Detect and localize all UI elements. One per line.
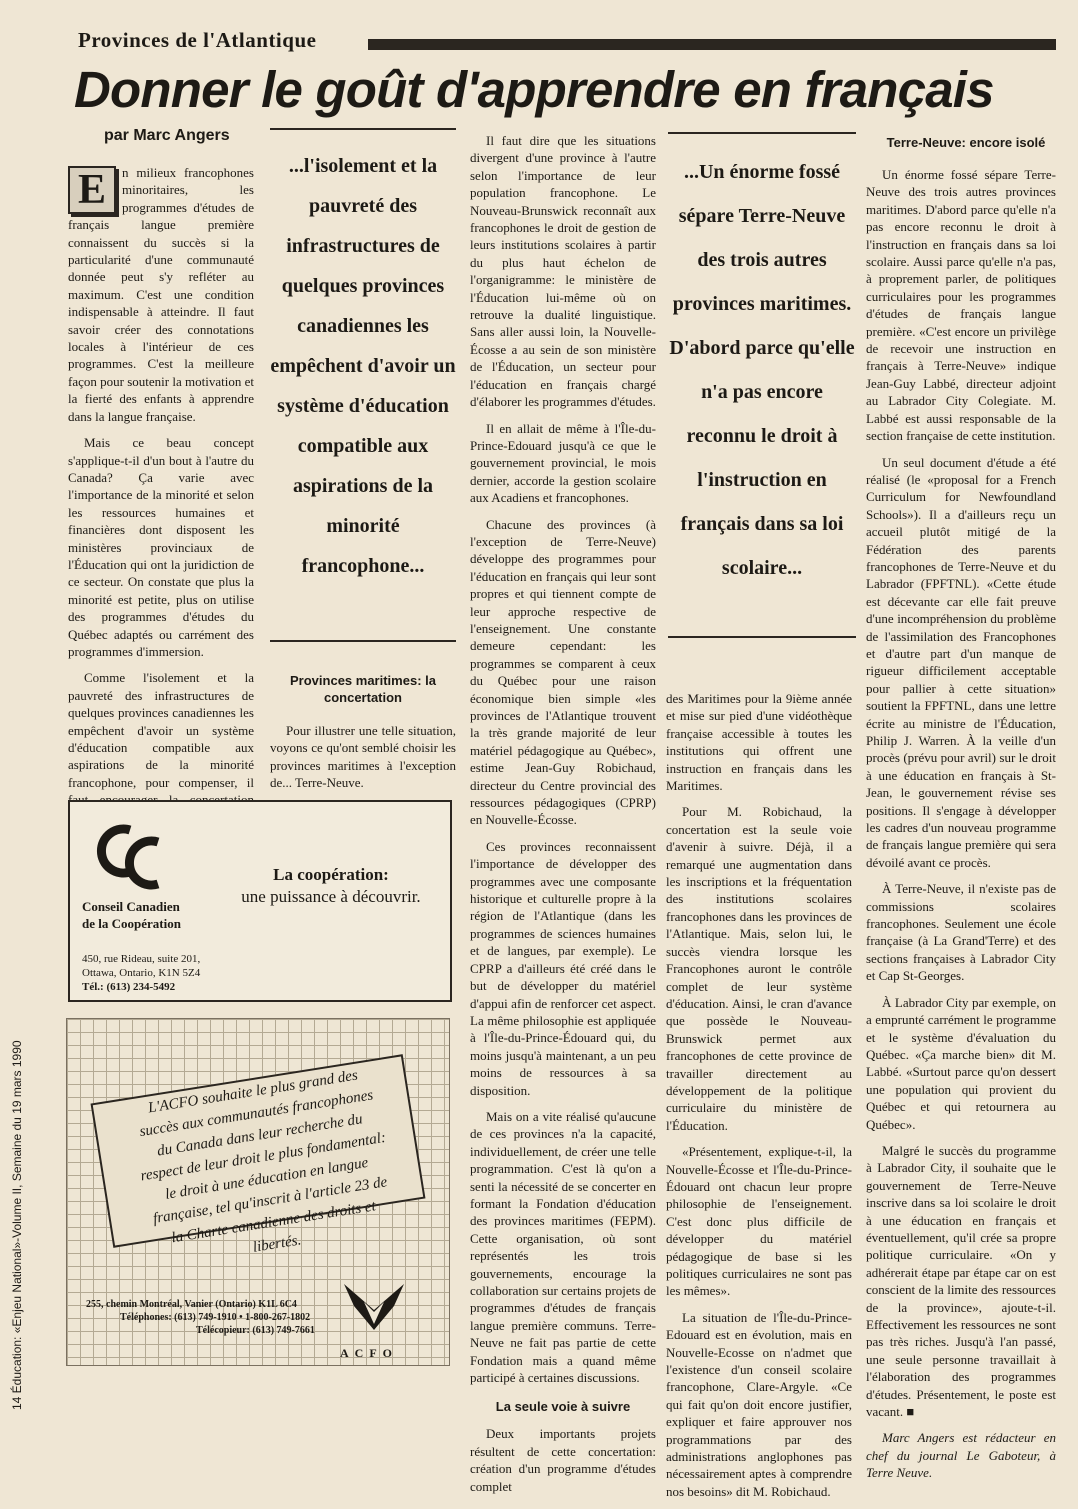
paragraph: n milieux francophones minoritaires, les programmes d'études de français langue première connaissent du succès si la particularité d'une communauté donnée peut s'y refléter au maximum. C'est une condition indispensable à atteindre. Il faut savoir créer des connotations locales à l'intérieur de ces programmes. C'est la meilleure façon pour soutenir la motivation et la fierté des enfants à apprendre dans la langue française. (68, 165, 254, 424)
subhead-maritimes: Provinces maritimes: la concertation (290, 673, 436, 705)
pull-quote: ...l'isolement et la pauvreté des infrastructures de quelques provinces canadiennes les empêchent d'avoir un système d'éducation compatible aux aspirations de la minorité francophone... (270, 155, 456, 577)
cooperation-logo-icon (90, 820, 182, 894)
paragraph: Un seul document d'étude a été réalisé (le «proposal for a French Curriculum for Newfoundland Schools»). Il a d'ailleurs reçu un accueil plutôt mitigé de la Fédération des parents francophones de Terre-Neuve et du Labrador (FPFTNL). «Cette étude est décevante car elle fait preuve d'une incompréhension du problème de l'assimilation des Francophones et d'autre part d'un manque de rigueur difficilement acceptable pour pallier à cette situation» soutient la FPFTNL, dans une lettre écrite au ministre de l'Éducation, Philip J. Warren. À la veille d'un procès (prévu pour avril) sur le droit à une éducation en français à St-Jean, le gouvernement révise ses positions. Il s'engage à développer les cadres d'un nouveau programme de français langue première qui sera dévoilé avant ce procès. (866, 454, 1056, 870)
paragraph: Mais ce beau concept s'applique-t-il d'un bout à l'autre du Canada? Ça varie avec l'importance de la minorité et selon les ressources humaines et financières dont disposent les ministères provinciaux de l'Éducation qui ont la juridiction de ce secteur. On constate que plus la minorité est petite, plus on utilise des programmes d'études du Québec adaptés ou carrément des programmes d'immersion. (68, 435, 254, 659)
author-note: Marc Angers est rédacteur en chef du journal Le Gaboteur, à Terre Neuve. (866, 1430, 1056, 1481)
ad-address: 450, rue Rideau, suite 201, Ottawa, Ontario, K1N 5Z4 Tél.: (613) 234-5492 (82, 953, 201, 993)
drop-cap: E (68, 166, 116, 214)
column-1 (68, 164, 254, 835)
column-rule (668, 636, 856, 638)
paragraph: À Labrador City par exemple, on a emprunté carrément le programme et le système d'évaluation du Québec. «Ça marche bien» dit M. Labbé. «Surtout parce qu'on dessert une population qui provient du Québec et qui retournera au Québec». (866, 994, 1056, 1132)
column-3 (470, 132, 656, 1504)
ad-org-name: Conseil Canadien de la Coopération (82, 899, 181, 931)
column-5 (866, 166, 1056, 1491)
paragraph: Chacune des provinces (à l'exception de Terre-Neuve) développe des programmes pour l'éducation en français qui leur sont propres et qui tiennent compte de leur approche respective de l'enseignement. Une constante demeure cependant: les programmes se comparent à ceux du Québec pour une raison économique bien simple «les provinces de l'Atlantique trouvent la très grande majorité de leur matériel pédagogique au Québec», estime Jean-Guy Robichaud, directeur du Centre provincial des ressources pédagogiques (CPRP) en Nouvelle-Écosse. (470, 516, 656, 828)
acfo-logo-text: ACFO (340, 1346, 398, 1360)
paragraph: des Maritimes pour la 9ième année et mise sur pied d'une vidéothèque française accessible à toutes les institutions qui offrent une instruction en français dans les Maritimes. (666, 691, 852, 794)
column-rule (668, 132, 856, 134)
ad-slogan: La coopération: une puissance à découvrir. (241, 865, 421, 906)
paragraph: Pour M. Robichaud, la concertation est la seule voie d'avenir à suivre. Déjà, il a remarqué une augmentation dans les inscriptions et la fréquentation des institutions scolaires francophones dans les provinces de l'Atlantique. Mais, selon lui, le succès viendra lorsque les Francophones auront le contrôle complet de leur système d'éducation. Ainsi, le cran d'avance que possède le Nouveau-Brunswick permet aux francophones de cette province de travailler directement au développement de la politique curriculaire du ministère de l'Éducation. (666, 804, 852, 1133)
column-2-text (270, 722, 456, 801)
byline: par Marc Angers (104, 127, 230, 144)
paragraph: «Présentement, explique-t-il, la Nouvelle-Écosse et l'Île-du-Prince-Édouard ont chacun leur propre philosophie de l'enseignement. C'est donc plus difficile de développer du matériel pédagogique de base si les politiques curriculaires ne sont pas les mêmes». (666, 1144, 852, 1299)
column-rule (270, 128, 456, 130)
column-4 (666, 690, 852, 1509)
paragraph: Mais on a vite réalisé qu'aucune de ces provinces n'a la capacité, individuellement, de créer une telle programmation. C'est là qu'on a senti la nécessité de se concerter en formant la Fondation d'éducation des provinces maritimes (FEPM). Cette organisation, où sont représentés les trois gouvernements, encourage la collaboration sur certains projets de programmes d'études de français langue première communs. Terre-Neuve ne fait pas partie de cette Fondation mais a quand même participé à certaines discussions. (470, 1108, 656, 1386)
column-rule (270, 640, 456, 642)
subhead-seule-voie: La seule voie à suivre (495, 1399, 631, 1415)
paragraph: La situation de l'Île-du-Prince-Edouard est en évolution, mais en Nouvelle-Ecosse on n'admet que l'existence d'un conseil scolaire francophone, Clare-Argyle. «Ce qui fait qu'on doit encore justifier, expliquer et faire approuver nos programmations par des administrations anglophones pas nécessairement aptes à comprendre nos besoins» dit M. Robichaud. (666, 1309, 852, 1499)
section-rule (368, 39, 1056, 50)
acfo-logo-icon (338, 1280, 410, 1336)
paragraph: Deux importants projets résultent de cette concertation: création d'un programme d'études complet (470, 1426, 656, 1494)
paragraph: Il faut dire que les situations divergent d'une province à l'autre selon l'importance de leur population francophone. Le Nouveau-Brunswick reconnaît aux francophones le droit de gestion de leurs institutions scolaires à partir du plus haut échelon de l'organigramme: le ministère de l'Éducation lui-même où on retrouve la dualité linguistique. Sans aller aussi loin, la Nouvelle-Écosse a au sein de son ministère de l'Éducation, un secteur pour l'éducation en français chargé d'élaborer les programmes d'études. (470, 133, 656, 410)
paragraph: Il en allait de même à l'Île-du-Prince-Edouard jusqu'à ce que le gouvernement provincial, le mois dernier, accorde la gestion scolaire aux Acadiens et francophones. (470, 420, 656, 506)
page-footer-vertical: 14 Éducation: «Enjeu National»-Volume II, Semaine du 19 mars 1990 (10, 1040, 24, 1410)
ad-cooperation (68, 800, 452, 1002)
ad-acfo-contact: 255, chemin Montréal, Vanier (Ontario) K1L 6C4 Téléphones: (613) 749-1910 • 1-800-267-1802 Télécopieur: (613) 749-7661 (86, 1299, 315, 1336)
paragraph: Un énorme fossé sépare Terre-Neuve des trois autres provinces maritimes. D'abord parce qu'elle n'a pas encore reconnu le droit à l'instruction en français dans sa loi scolaire. Aussi parce qu'elle n'a pas, à proprement parler, de politiques curriculaires pour les programmes d'études de français langue première. «C'est encore un privilège de recevoir une instruction en français à Terre-Neuve» indique Jean-Guy Labbé, directeur adjoint au Labrador City Colegiate. M. Labbé est aussi responsable de la section française de cette institution. (866, 167, 1056, 444)
paragraph: Comme l'isolement et la pauvreté des infrastructures de quelques provinces canadiennes les empêchent d'avoir un système d'éducation compatible aux aspirations de la minorité francophone, pour compenser, il (68, 670, 254, 790)
paragraph: À Terre-Neuve, il n'existe pas de commissions scolaires francophones. Seulement une école française (à La Grand'Terre) et des sections françaises à Labrador City et Cap St-Georges. (866, 881, 1056, 984)
headline: Donner le goût d'apprendre en français (74, 61, 994, 118)
paragraph: Malgré le succès du programme à Labrador City, il souhaite que le gouvernement de Terre-Neuve inscrive dans sa loi scolaire le droit à une éducation en français et éventuellement, qu'il crée sa propre politique curriculaire. «On y adhérerait étape par étape car on est conscient de la limite des ressources de la province», ajoute-t-il. Effectivement les ressources ne sont pas très riches. Jusqu'à l'an passé, une seule personne travaillait à l'élaboration des programmes d'études. Présentement, le poste est vacant. ■ (866, 1142, 1056, 1420)
ad-acfo-message: L'ACFO souhaite le plus grand des succès aux communautés francophones du Canada dans leur recherche du respect de leur droit le plus fondamental: le droit à une éducation en langue française, tel qu'inscrit à l'article 23 de la Charte canadienne des droits et libertés. (138, 1067, 389, 1256)
paragraph: Ces provinces reconnaissent l'importance de développer des programmes avec une composante historique et culturelle propre à la région de l'Atlantique (dans les programmes de sciences humaines et de langues, par exemple). Le CPRP a d'ailleurs été créé dans le but de développer du matériel d'appui afin de renforcer cet aspect. La même philosophie est appliquée à l'Île-du-Prince-Édouard qui, du moins jusqu'à maintenant, a un peu moins de ressources à sa disposition. (470, 838, 656, 1098)
pull-quote: ...Un énorme fossé sépare Terre-Neuve des trois autres provinces maritimes. D'abord parce qu'elle n'a pas encore reconnu le droit à l'instruction en français dans sa loi scolaire... (669, 161, 855, 579)
section-label: Provinces de l'Atlantique (78, 28, 317, 52)
paragraph: Pour illustrer une telle situation, voyons ce qu'ont semblé choisir les provinces maritimes à l'exception de... Terre-Neuve. (270, 723, 456, 791)
subhead-terre-neuve: Terre-Neuve: encore isolé (886, 135, 1046, 150)
